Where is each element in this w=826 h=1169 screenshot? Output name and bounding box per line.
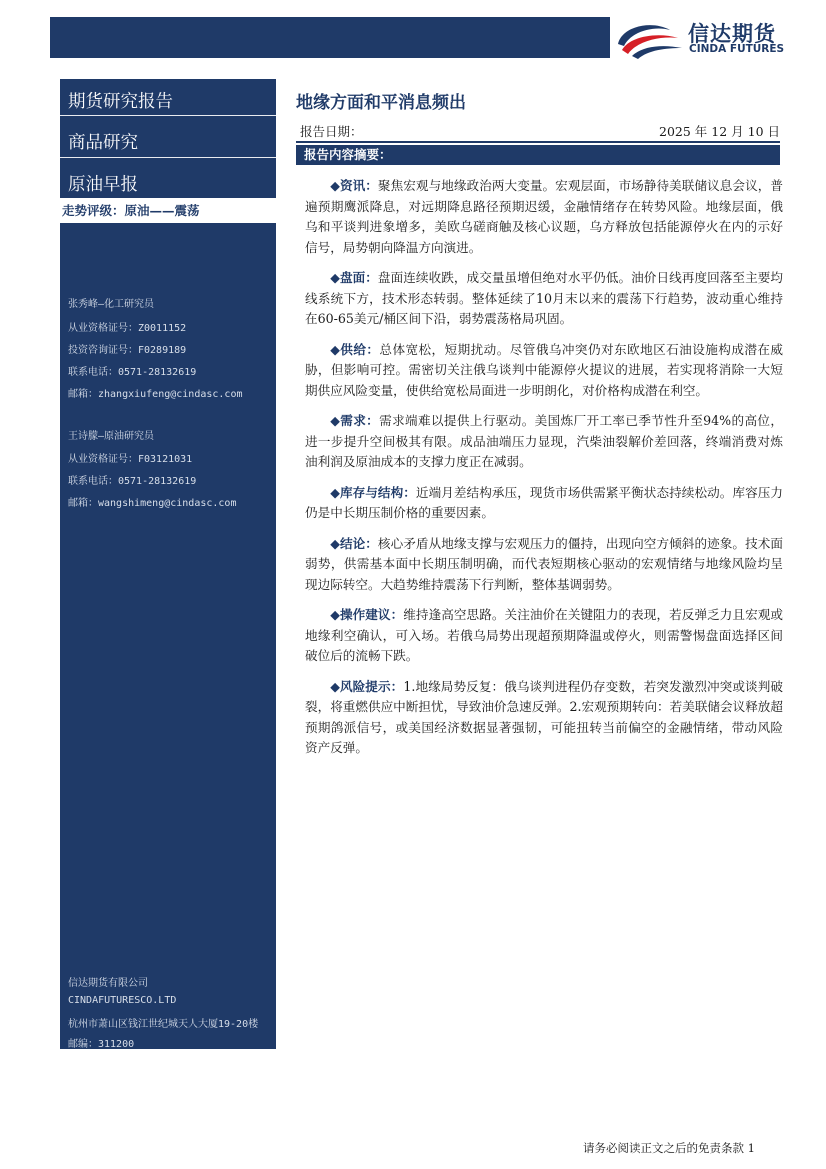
analyst-cert: 从业资格证号：F03121031 — [68, 454, 193, 465]
report-title: 地缘方面和平消息频出 — [296, 93, 466, 113]
summary-content — [305, 176, 783, 769]
page-footer — [583, 1140, 755, 1156]
sidebar-title-report-type: 期货研究报告 — [68, 92, 173, 112]
sidebar — [60, 79, 276, 1049]
section-text: 盘面连续收跌，成交量虽增但绝对水平仍低。油价日线再度回落至主要均线系统下方，技术形态转弱。整体延续了10月末以来的震荡下行趋势，波动重心维持在60-65美元/桶区间下沿，弱势震荡格局巩固。 — [305, 270, 783, 326]
section-label: ◆操作建议： — [330, 607, 404, 622]
section-advice — [305, 605, 783, 667]
company-address: 杭州市萧山区钱江世纪城天人大厦19-20楼 — [68, 1019, 259, 1030]
section-label: ◆资讯： — [330, 178, 378, 193]
company-name: 信达期货有限公司 — [68, 978, 148, 989]
trend-rating — [60, 198, 276, 223]
disclaimer-note: 请务必阅读正文之后的免责条款 — [583, 1141, 744, 1155]
section-supply — [305, 340, 783, 402]
sidebar-divider — [60, 115, 276, 116]
section-inventory — [305, 483, 783, 524]
section-label: ◆盘面： — [330, 270, 378, 285]
analyst-name: 张秀峰—化工研究员 — [68, 299, 155, 310]
section-text: 核心矛盾从地缘支撑与宏观压力的僵持，出现向空方倾斜的迹象。技术面弱势，供需基本面中长期压制明确，而代表短期核心驱动的宏观情绪与地缘风险均呈现边际转空。大趋势维持震荡下行判断，整体基调弱势。 — [305, 535, 783, 592]
summary-heading-bar — [296, 145, 780, 165]
trend-value: 原油——震荡 — [124, 203, 200, 218]
section-news — [305, 176, 783, 258]
logo-english-name: CINDA FUTURES — [689, 43, 785, 55]
section-risk — [305, 677, 783, 759]
analyst-email: 邮箱：zhangxiufeng@cindasc.com — [68, 389, 243, 400]
analyst-email: 邮箱：wangshimeng@cindasc.com — [68, 498, 237, 509]
section-label: ◆库存与结构： — [330, 484, 416, 500]
analyst-invest-cert: 投资咨询证号：F0289189 — [68, 345, 187, 356]
summary-heading: 报告内容摘要： — [304, 147, 392, 162]
section-text: 聚焦宏观与地缘政治两大变量。宏观层面，市场静待美联储议息会议，普遍预期鹰派降息，对远期降息路径预期迟缓，金融情绪存在转势风险。地缘层面，俄乌和平谈判进象增多，美欧乌磋商触及核心议题，乌方释放包括能源停火在内的示好信号，局势朝向降温方向演进。 — [305, 178, 783, 255]
section-text: 1.地缘局势反复：俄乌谈判进程仍存变数，若突发激烈冲突或谈判破裂，将重燃供应中断担忧，导致油价急速反弹。2.宏观预期转向：若美联储会议释放超预期鸽派信号，或美国经济数据显著强韧，可能扭转当前偏空的金融情绪，带动风险资产反弹。 — [305, 678, 783, 755]
company-logo — [612, 16, 802, 60]
analyst-cert: 从业资格证号：Z0011152 — [68, 323, 187, 334]
report-date-row — [296, 117, 780, 143]
section-text: 近端月差结构承压，现货市场供需紧平衡状态持续松动。库容压力仍是中长期压制价格的重要因素。 — [305, 484, 784, 520]
analyst-phone: 联系电话：0571-28132619 — [68, 476, 197, 487]
section-label: ◆供给： — [330, 341, 380, 357]
sidebar-title-report-name: 原油早报 — [68, 175, 138, 195]
trend-label: 走势评级： — [62, 203, 125, 218]
cinda-logo-icon — [612, 16, 686, 60]
sidebar-title-category: 商品研究 — [68, 133, 138, 153]
section-text: 需求端难以提供上行驱动。美国炼厂开工率已季节性升至94%的高位，进一步提升空间极其有限。成品油端压力显现，汽柴油裂解价差回落，终端消费对炼油利润及原油成本的支撑力度正在减弱。 — [305, 413, 783, 469]
report-date-label: 报告日期： — [300, 124, 363, 139]
logo-chinese-name: 信达期货 — [688, 22, 776, 46]
analyst-phone: 联系电话：0571-28132619 — [68, 367, 197, 378]
section-label: ◆需求： — [330, 413, 380, 428]
company-web: CINDAFUTURESCO.LTD — [68, 995, 177, 1006]
section-text: 总体宽松，短期扰动。尽管俄乌冲突仍对东欧地区石油设施构成潜在威胁，但影响可控。需密切关注俄乌谈判中能源停火提议的进展，若实现将消除一大短期供应风险变量，使供给宽松局面进一步明朗化，对价格构成潜在利空。 — [305, 341, 784, 398]
report-date-value: 2025 年 12 月 10 日 — [659, 124, 780, 139]
sidebar-divider — [60, 157, 276, 158]
section-demand — [305, 411, 783, 473]
section-conclusion — [305, 534, 783, 596]
section-label: ◆风险提示： — [330, 678, 404, 694]
page-number: 1 — [747, 1141, 755, 1155]
header-bar — [50, 17, 610, 58]
analyst-name: 王诗朦—原油研究员 — [68, 431, 155, 442]
section-text: 维持逢高空思路。关注油价在关键阻力的表现，若反弹乏力且宏观或地缘利空确认，可入场。若俄乌局势出现超预期降温或停火，则需警惕盘面选择区间破位后的流畅下跌。 — [305, 607, 784, 663]
section-label: ◆结论： — [330, 535, 378, 551]
company-zip: 邮编：311200 — [68, 1039, 135, 1050]
section-market — [305, 268, 783, 330]
